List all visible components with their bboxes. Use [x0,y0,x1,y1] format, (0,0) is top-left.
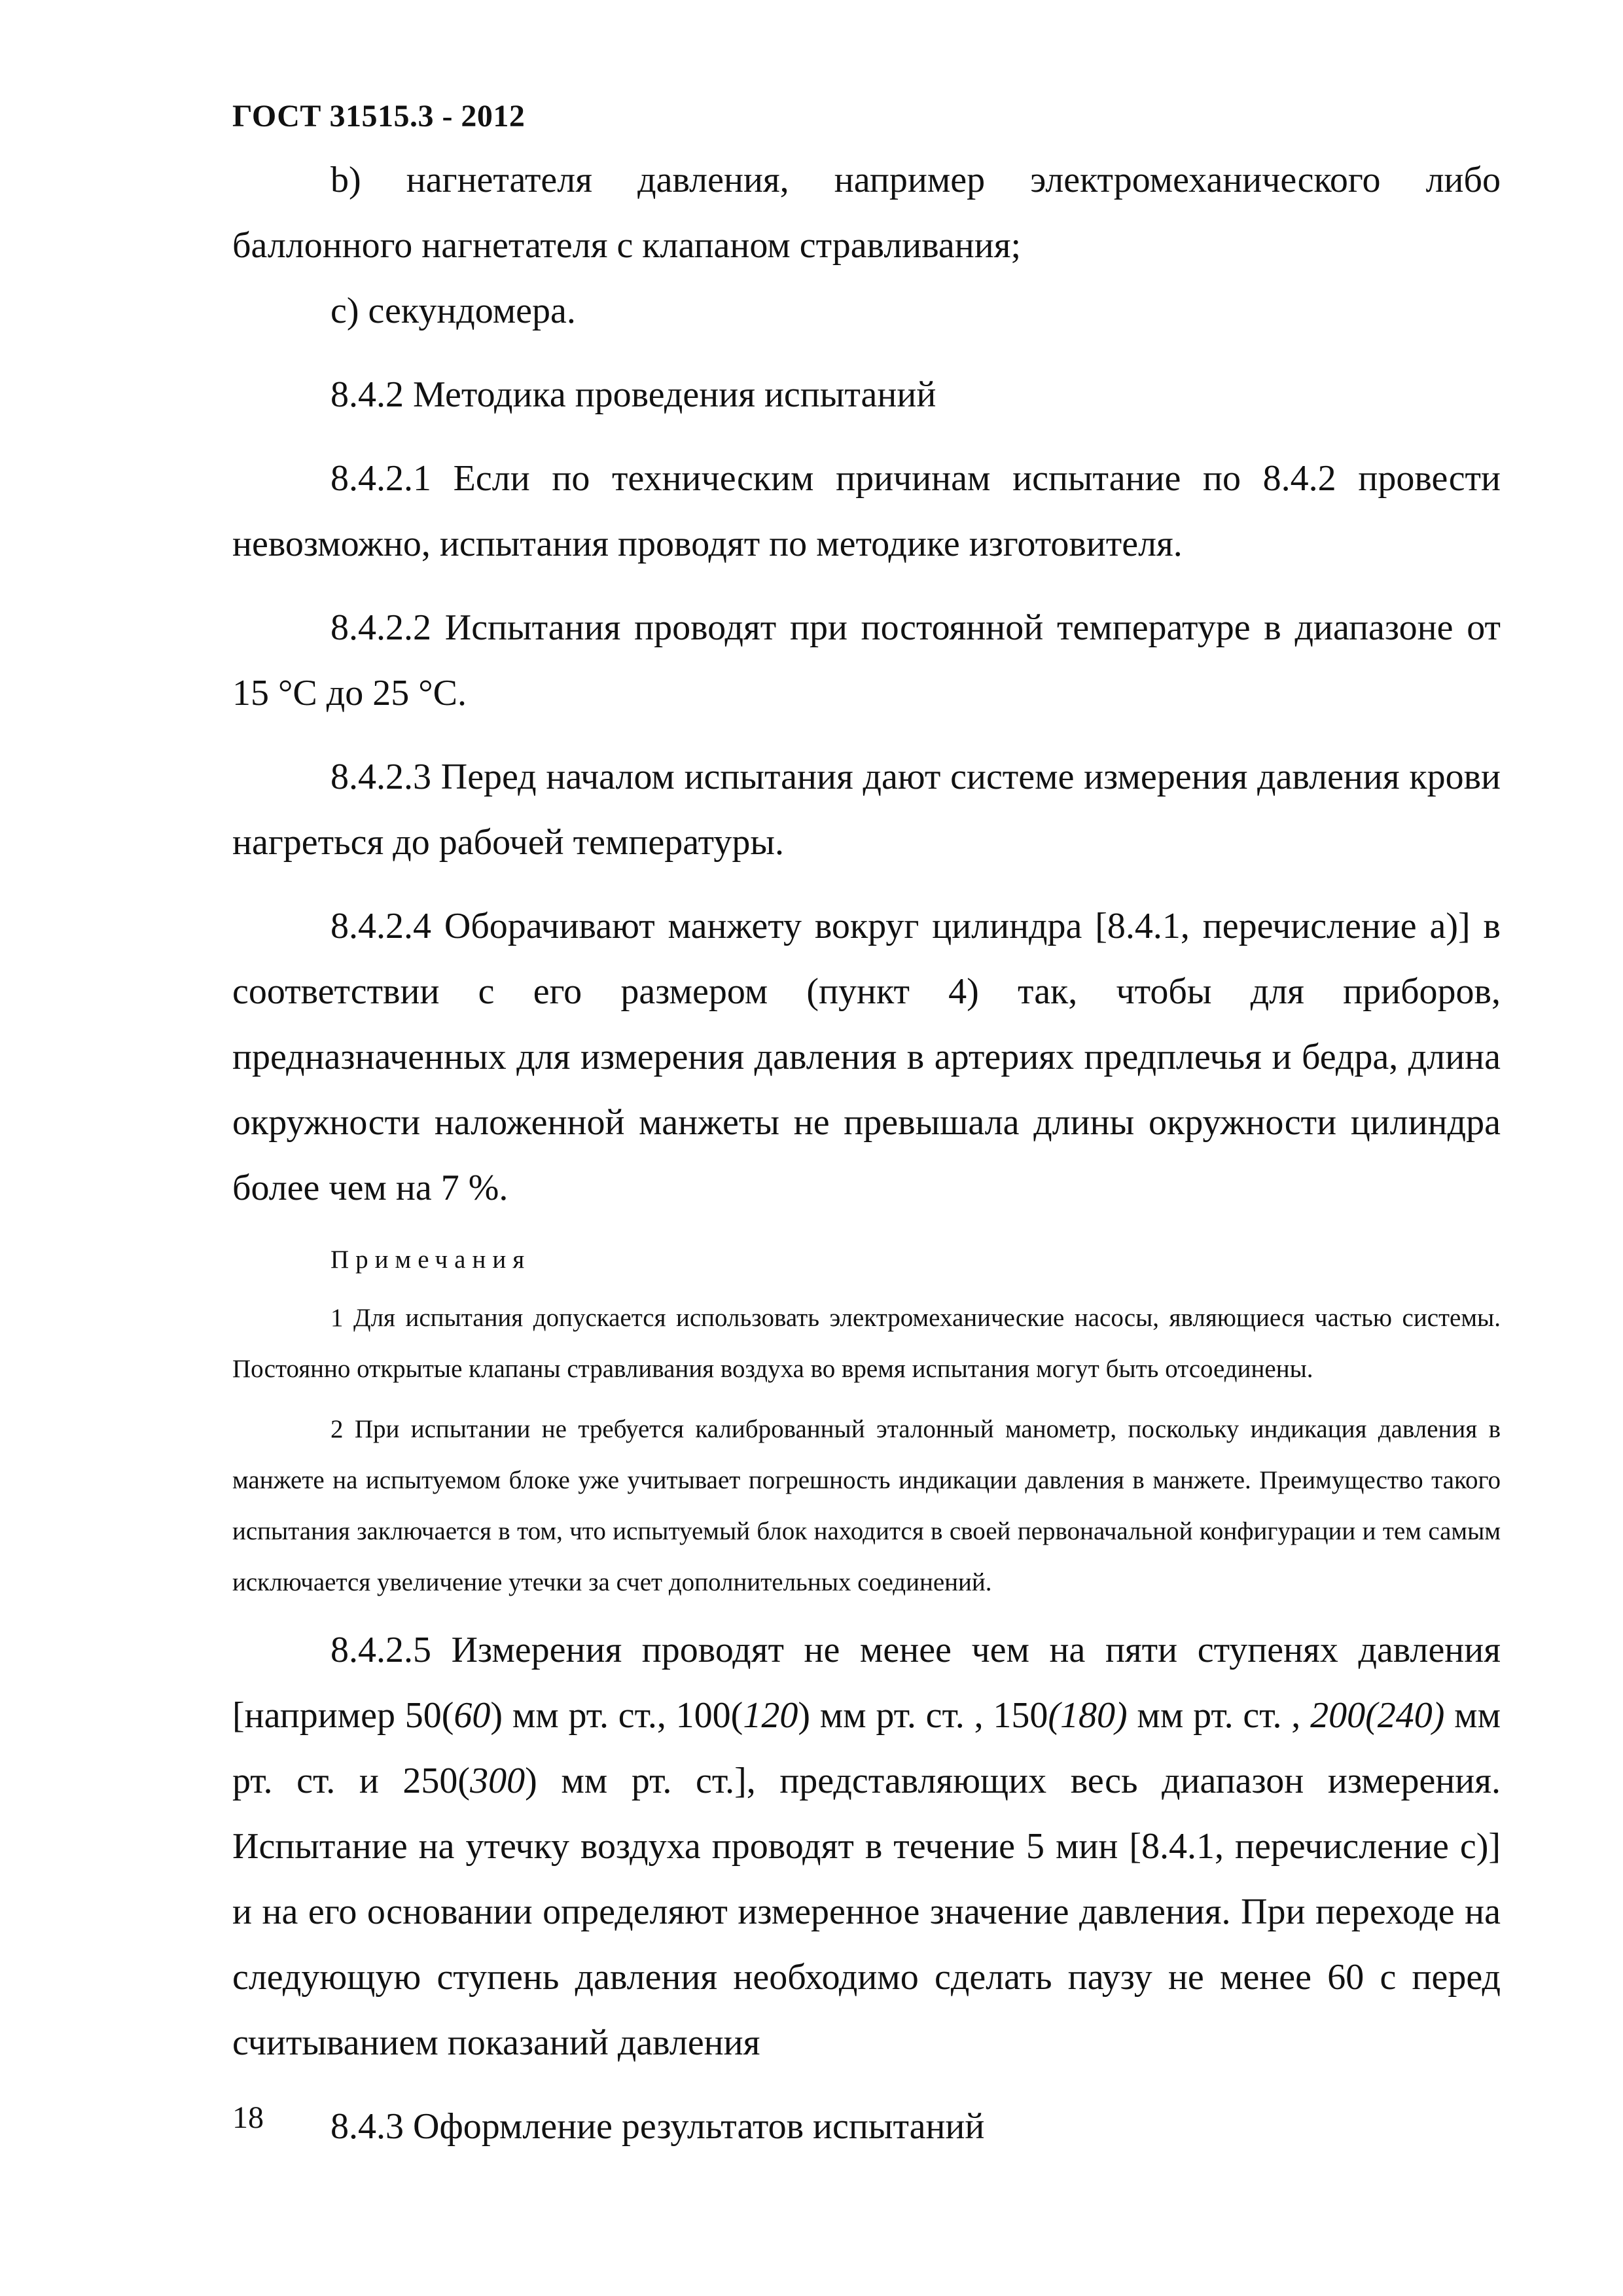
paragraph-8-4-2-5-text-2: ) мм рт. ст., 100( [490,1695,743,1736]
paragraph-8-4-2-5-text-5: мм рт. ст. и 250( [232,1695,1501,1801]
note-1: 1 Для испытания допускается использовать электромеханические насосы, являющиеся частью системы. Постоянно открытые клапаны стравливания воздуха во время испытания могут быть отсоединены. [232,1304,1501,1383]
pressure-value-italic: (180) [1048,1695,1128,1736]
paragraph-8-4-2-4: 8.4.2.4 Оборачивают манжету вокруг цилиндра [8.4.1, перечисление а)] в соответствии с его размером (пункт 4) так, чтобы для приборов, предназначенных для измерения давления в артериях предплечья и бедра, длина окружности наложенной манжеты не превышала длины окружности цилиндра более чем на 7 %. [232,906,1501,1208]
page-body [232,147,1501,2178]
section-heading-8-4-2: 8.4.2 Методика проведения испытаний [330,374,936,415]
note-2: 2 При испытании не требуется калиброванный эталонный манометр, поскольку индикация давления в манжете на испытуемом блоке уже учитывает погрешность индикации давления в манжете. Преимущество такого испытания заключается в том, что испытуемый блок находится в своей первоначальной конфигурации и тем самым исключается увеличение утечки за счет дополнительных соединений. [232,1415,1501,1596]
paragraph-8-4-2-2: 8.4.2.2 Испытания проводят при постоянной температуре в диапазоне от 15 °С до 25 °С. [232,607,1501,713]
pressure-value-italic: 60 [454,1695,491,1736]
paragraph-8-4-2-5-text-4: мм рт. ст. , [1127,1695,1311,1736]
pressure-value-italic: 300 [470,1761,526,1801]
paragraph-8-4-2-5 [232,1617,1501,2075]
paragraph-8-4-2-5-text-6: ) мм рт. ст.], представляющих весь диапазон измерения. Испытание на утечку воздуха проводят в течение 5 мин [8.4.1, перечисление с)] и на его основании определяют измеренное значение давления. При переходе на следующую ступень давления необходимо сделать паузу не менее 60 с перед считыванием показаний давления [232,1761,1501,2063]
pressure-value-italic: 120 [743,1695,798,1736]
paragraph-item-b: b) нагнетателя давления, например электромеханического либо баллонного нагнетателя с клапаном стравливания; [232,160,1501,266]
page-number: 18 [232,2100,264,2135]
pressure-value-italic: 200(240) [1310,1695,1445,1736]
paragraph-8-4-2-1: 8.4.2.1 Если по техническим причинам испытание по 8.4.2 провести невозможно, испытания проводят по методике изготовителя. [232,458,1501,564]
section-heading-8-4-3: 8.4.3 Оформление результатов испытаний [330,2106,985,2147]
paragraph-8-4-2-5-text-1: 8.4.2.5 Измерения проводят не менее чем на пяти ступенях давления [например 50( [232,1630,1501,1736]
document-header: ГОСТ 31515.3 - 2012 [232,99,526,134]
paragraph-8-4-2-3: 8.4.2.3 Перед началом испытания дают системе измерения давления крови нагреться до рабочей температуры. [232,757,1501,863]
paragraph-item-c: c) секундомера. [330,291,576,331]
paragraph-8-4-2-5-text-3: ) мм рт. ст. , 150 [798,1695,1048,1736]
notes-heading: Примечания [330,1246,531,1274]
